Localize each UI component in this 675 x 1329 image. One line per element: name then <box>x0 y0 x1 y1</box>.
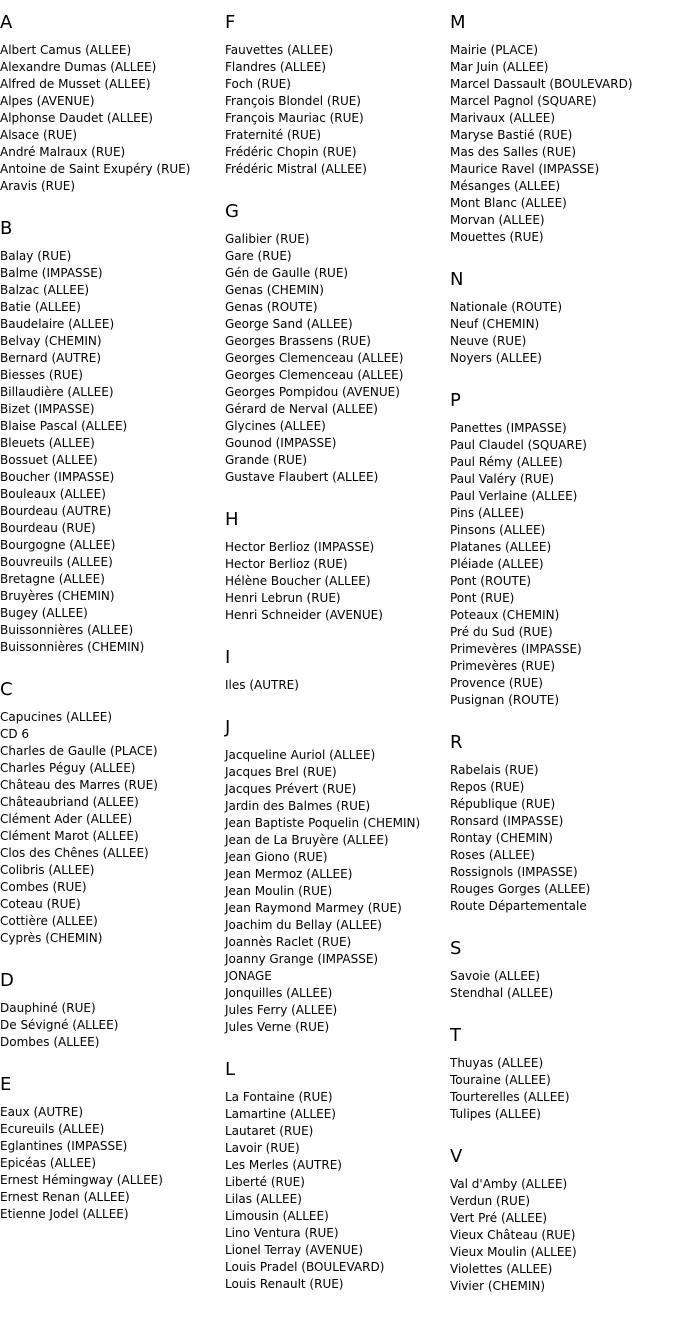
street-list <box>0 709 158 947</box>
street-list <box>225 747 420 1036</box>
street-item[interactable]: Bossuet (ALLEE) <box>0 453 98 467</box>
street-item[interactable]: Alfred de Musset (ALLEE) <box>0 77 151 91</box>
street-item[interactable]: Eglantines (IMPASSE) <box>0 1139 128 1153</box>
street-item[interactable]: Thuyas (ALLEE) <box>450 1056 544 1070</box>
street-item[interactable]: Bugey (ALLEE) <box>0 606 88 620</box>
street-item[interactable]: Fraternité (RUE) <box>225 128 322 142</box>
street-item[interactable]: Ronsard (IMPASSE) <box>450 814 564 828</box>
street-item[interactable]: Platanes (ALLEE) <box>450 540 552 554</box>
street-item[interactable]: Jean Moulin (RUE) <box>225 884 333 898</box>
street-item[interactable]: Gén de Gaulle (RUE) <box>225 266 349 280</box>
street-item[interactable]: Jean Baptiste Poquelin (CHEMIN) <box>225 816 421 830</box>
street-item[interactable]: Georges Clemenceau (ALLEE) <box>225 368 404 382</box>
street-item[interactable]: Mairie (PLACE) <box>450 43 539 57</box>
street-item[interactable]: Paul Valéry (RUE) <box>450 472 555 486</box>
letter-section <box>450 12 633 246</box>
street-item[interactable]: Limousin (ALLEE) <box>225 1209 329 1223</box>
street-item[interactable]: Poteaux (CHEMIN) <box>450 608 560 622</box>
street-item[interactable]: Eaux (AUTRE) <box>0 1105 84 1119</box>
street-item[interactable]: Bouvreuils (ALLEE) <box>0 555 113 569</box>
street-list <box>450 1176 577 1295</box>
street-item[interactable]: Val d'Amby (ALLEE) <box>450 1177 568 1191</box>
street-item[interactable]: Maurice Ravel (IMPASSE) <box>450 162 600 176</box>
street-item[interactable]: Bourgogne (ALLEE) <box>0 538 116 552</box>
letter-heading: L <box>225 1059 236 1080</box>
street-item[interactable]: Georges Pompidou (AVENUE) <box>225 385 400 399</box>
street-list <box>450 968 553 1002</box>
letter-heading: S <box>450 938 462 959</box>
street-item[interactable]: Galibier (RUE) <box>225 232 310 246</box>
street-item[interactable]: Jacques Brel (RUE) <box>225 765 337 779</box>
street-item[interactable]: Dauphiné (RUE) <box>0 1001 96 1015</box>
street-item[interactable]: Vert Pré (ALLEE) <box>450 1211 548 1225</box>
street-item[interactable]: Marcel Dassault (BOULEVARD) <box>450 77 633 91</box>
street-item[interactable]: Georges Brassens (RUE) <box>225 334 371 348</box>
street-item[interactable]: Violettes (ALLEE) <box>450 1262 553 1276</box>
street-item[interactable]: Paul Claudel (SQUARE) <box>450 438 587 452</box>
letter-section <box>225 509 383 624</box>
street-item[interactable]: Savoie (ALLEE) <box>450 969 541 983</box>
letter-heading: V <box>450 1146 463 1167</box>
street-item[interactable]: Belvay (CHEMIN) <box>0 334 102 348</box>
street-item[interactable]: Bretagne (ALLEE) <box>0 572 105 586</box>
street-item[interactable]: Jonquilles (ALLEE) <box>225 986 333 1000</box>
letter-section <box>450 269 562 367</box>
street-item[interactable]: Lilas (ALLEE) <box>225 1192 302 1206</box>
letter-heading: T <box>450 1025 461 1046</box>
street-list <box>450 420 587 709</box>
street-item[interactable]: Blaise Pascal (ALLEE) <box>0 419 128 433</box>
street-item[interactable]: Route Départementale <box>450 899 587 913</box>
street-list <box>225 231 403 486</box>
street-item[interactable]: Vieux Château (RUE) <box>450 1228 576 1242</box>
street-item[interactable]: Joachim du Bellay (ALLEE) <box>225 918 382 932</box>
street-item[interactable]: Joanny Grange (IMPASSE) <box>225 952 379 966</box>
street-list <box>225 1089 384 1293</box>
letter-section <box>225 717 420 1036</box>
street-item[interactable]: CD 6 <box>0 727 30 741</box>
street-item[interactable]: Mont Blanc (ALLEE) <box>450 196 567 210</box>
street-item[interactable]: Balzac (ALLEE) <box>0 283 90 297</box>
street-item[interactable]: François Mauriac (RUE) <box>225 111 364 125</box>
street-item[interactable]: Mouettes (RUE) <box>450 230 544 244</box>
street-item[interactable]: Vivier (CHEMIN) <box>450 1279 546 1293</box>
letter-heading: F <box>225 12 236 33</box>
street-item[interactable]: Aravis (RUE) <box>0 179 76 193</box>
street-item[interactable]: Ecureuils (ALLEE) <box>0 1122 105 1136</box>
street-item[interactable]: Henri Lebrun (RUE) <box>225 591 341 605</box>
street-item[interactable]: Tourterelles (ALLEE) <box>450 1090 570 1104</box>
street-item[interactable]: Henri Schneider (AVENUE) <box>225 608 383 622</box>
street-item[interactable]: Lamartine (ALLEE) <box>225 1107 336 1121</box>
letter-heading: G <box>225 201 239 222</box>
letter-section <box>225 201 403 486</box>
street-item[interactable]: Coteau (RUE) <box>0 897 81 911</box>
street-item[interactable]: Roses (ALLEE) <box>450 848 535 862</box>
street-item[interactable]: Hélène Boucher (ALLEE) <box>225 574 371 588</box>
street-item[interactable]: Liberté (RUE) <box>225 1175 305 1189</box>
street-item[interactable]: Gustave Flaubert (ALLEE) <box>225 470 379 484</box>
street-list <box>450 299 562 367</box>
street-item[interactable]: Buissonnières (ALLEE) <box>0 623 134 637</box>
street-item[interactable]: Alexandre Dumas (ALLEE) <box>0 60 157 74</box>
street-item[interactable]: Noyers (ALLEE) <box>450 351 542 365</box>
street-item[interactable]: Rontay (CHEMIN) <box>450 831 553 845</box>
street-item[interactable]: Mar Juin (ALLEE) <box>450 60 549 74</box>
street-list <box>0 1000 118 1051</box>
street-item[interactable]: Provence (RUE) <box>450 676 543 690</box>
street-item[interactable]: Albert Camus (ALLEE) <box>0 43 132 57</box>
street-item[interactable]: Jules Verne (RUE) <box>225 1020 330 1034</box>
street-item[interactable]: Gare (RUE) <box>225 249 292 263</box>
street-item[interactable]: Louis Pradel (BOULEVARD) <box>225 1260 385 1274</box>
street-item[interactable]: Jean Giono (RUE) <box>225 850 328 864</box>
street-item[interactable]: Bernard (AUTRE) <box>0 351 102 365</box>
street-item[interactable]: Frédéric Mistral (ALLEE) <box>225 162 367 176</box>
street-item[interactable]: Ernest Hémingway (ALLEE) <box>0 1173 163 1187</box>
street-item[interactable]: Les Merles (AUTRE) <box>225 1158 342 1172</box>
street-item[interactable]: Alpes (AVENUE) <box>0 94 95 108</box>
street-item[interactable]: Bourdeau (RUE) <box>0 521 96 535</box>
street-item[interactable]: Pont (RUE) <box>450 591 515 605</box>
street-item[interactable]: George Sand (ALLEE) <box>225 317 353 331</box>
letter-section <box>0 1074 163 1223</box>
street-item[interactable]: Pusignan (ROUTE) <box>450 693 560 707</box>
street-item[interactable]: Batie (ALLEE) <box>0 300 81 314</box>
street-item[interactable]: Glycines (ALLEE) <box>225 419 326 433</box>
street-item[interactable]: Jean de La Bruyère (ALLEE) <box>225 833 389 847</box>
letter-heading: C <box>0 679 13 700</box>
letter-section <box>225 647 299 694</box>
street-item[interactable]: Epicéas (ALLEE) <box>0 1156 97 1170</box>
street-item[interactable]: Rossignols (IMPASSE) <box>450 865 578 879</box>
street-item[interactable]: Primevères (IMPASSE) <box>450 642 582 656</box>
street-item[interactable]: Balme (IMPASSE) <box>0 266 103 280</box>
street-item[interactable]: Tulipes (ALLEE) <box>450 1107 541 1121</box>
letter-heading: R <box>450 732 463 753</box>
street-list <box>0 1104 163 1223</box>
street-item[interactable]: Lionel Terray (AVENUE) <box>225 1243 364 1257</box>
street-item[interactable]: Bruyères (CHEMIN) <box>0 589 115 603</box>
street-item[interactable]: JONAGE <box>225 969 272 983</box>
street-item[interactable]: Primevères (RUE) <box>450 659 556 673</box>
street-item[interactable]: Gérard de Nerval (ALLEE) <box>225 402 378 416</box>
letter-heading: J <box>225 717 231 738</box>
letter-heading: P <box>450 390 461 411</box>
letter-heading: N <box>450 269 464 290</box>
letter-section <box>0 679 158 947</box>
street-item[interactable]: Hector Berlioz (RUE) <box>225 557 348 571</box>
street-item[interactable]: Verdun (RUE) <box>450 1194 531 1208</box>
street-list <box>225 677 299 694</box>
street-item[interactable]: Cyprès (CHEMIN) <box>0 931 103 945</box>
street-item[interactable]: Fauvettes (ALLEE) <box>225 43 334 57</box>
street-item[interactable]: Bouleaux (ALLEE) <box>0 487 106 501</box>
street-item[interactable]: Pont (ROUTE) <box>450 574 532 588</box>
street-item[interactable]: Marivaux (ALLEE) <box>450 111 556 125</box>
street-item[interactable]: Repos (RUE) <box>450 780 525 794</box>
street-item[interactable]: Etienne Jodel (ALLEE) <box>0 1207 129 1221</box>
street-list <box>0 248 144 656</box>
street-item[interactable]: Genas (CHEMIN) <box>225 283 324 297</box>
street-item[interactable]: Charles de Gaulle (PLACE) <box>0 744 158 758</box>
street-item[interactable]: Joannès Raclet (RUE) <box>225 935 352 949</box>
letter-section <box>0 218 144 656</box>
street-item[interactable]: Georges Clemenceau (ALLEE) <box>225 351 404 365</box>
street-item[interactable]: Jules Ferry (ALLEE) <box>225 1003 338 1017</box>
street-item[interactable]: Paul Rémy (ALLEE) <box>450 455 563 469</box>
street-item[interactable]: Bleuets (ALLEE) <box>0 436 95 450</box>
street-item[interactable]: Rouges Gorges (ALLEE) <box>450 882 591 896</box>
letter-section <box>450 732 590 915</box>
street-item[interactable]: Genas (ROUTE) <box>225 300 318 314</box>
letter-section <box>450 1025 570 1123</box>
street-item[interactable]: Clos des Chênes (ALLEE) <box>0 846 149 860</box>
letter-heading: A <box>0 12 13 33</box>
street-item[interactable]: André Malraux (RUE) <box>0 145 126 159</box>
street-item[interactable]: Frédéric Chopin (RUE) <box>225 145 357 159</box>
street-item[interactable]: Marcel Pagnol (SQUARE) <box>450 94 597 108</box>
street-item[interactable]: Cottière (ALLEE) <box>0 914 98 928</box>
street-item[interactable]: Rabelais (RUE) <box>450 763 539 777</box>
street-item[interactable]: Jean Raymond Marmey (RUE) <box>225 901 402 915</box>
street-item[interactable]: Jacqueline Auriol (ALLEE) <box>225 748 376 762</box>
street-item[interactable]: Touraine (ALLEE) <box>450 1073 551 1087</box>
letter-section <box>225 1059 384 1293</box>
street-item[interactable]: Biesses (RUE) <box>0 368 83 382</box>
street-item[interactable]: Alsace (RUE) <box>0 128 78 142</box>
street-item[interactable]: Lautaret (RUE) <box>225 1124 314 1138</box>
street-item[interactable]: Clément Ader (ALLEE) <box>0 812 133 826</box>
street-item[interactable]: Paul Verlaine (ALLEE) <box>450 489 578 503</box>
letter-heading: H <box>225 509 239 530</box>
letter-heading: M <box>450 12 466 33</box>
street-item[interactable]: Château des Marres (RUE) <box>0 778 158 792</box>
street-item[interactable]: Balay (RUE) <box>0 249 72 263</box>
street-item[interactable]: Pléiade (ALLEE) <box>450 557 544 571</box>
street-item[interactable]: Flandres (ALLEE) <box>225 60 327 74</box>
street-item[interactable]: Pinsons (ALLEE) <box>450 523 546 537</box>
street-item[interactable]: Neuf (CHEMIN) <box>450 317 540 331</box>
street-item[interactable]: Jardin des Balmes (RUE) <box>225 799 371 813</box>
street-item[interactable]: Foch (RUE) <box>225 77 291 91</box>
street-item[interactable]: Baudelaire (ALLEE) <box>0 317 115 331</box>
street-list <box>225 42 367 178</box>
street-item[interactable]: Châteaubriand (ALLEE) <box>0 795 139 809</box>
letter-heading: D <box>0 970 14 991</box>
street-item[interactable]: Nationale (ROUTE) <box>450 300 563 314</box>
street-list <box>450 1055 570 1123</box>
letter-section <box>450 1146 577 1295</box>
street-item[interactable]: Lino Ventura (RUE) <box>225 1226 339 1240</box>
street-item[interactable]: Hector Berlioz (IMPASSE) <box>225 540 375 554</box>
street-item[interactable]: Panettes (IMPASSE) <box>450 421 567 435</box>
street-list <box>450 762 590 915</box>
street-item[interactable]: République (RUE) <box>450 797 556 811</box>
street-item[interactable]: Combes (RUE) <box>0 880 87 894</box>
street-item[interactable]: Maryse Bastié (RUE) <box>450 128 573 142</box>
letter-section <box>450 938 553 1002</box>
street-item[interactable]: La Fontaine (RUE) <box>225 1090 333 1104</box>
street-item[interactable]: Antoine de Saint Exupéry (RUE) <box>0 162 191 176</box>
street-item[interactable]: Jacques Prévert (RUE) <box>225 782 357 796</box>
street-item[interactable]: Gounod (IMPASSE) <box>225 436 337 450</box>
letter-heading: E <box>0 1074 12 1095</box>
street-item[interactable]: Bizet (IMPASSE) <box>0 402 95 416</box>
street-item[interactable]: Vieux Moulin (ALLEE) <box>450 1245 577 1259</box>
street-list <box>225 539 383 624</box>
street-item[interactable]: Ernest Renan (ALLEE) <box>0 1190 130 1204</box>
letter-section <box>0 12 190 195</box>
street-item[interactable]: Pins (ALLEE) <box>450 506 525 520</box>
street-item[interactable]: Mas des Salles (RUE) <box>450 145 576 159</box>
street-item[interactable]: Charles Péguy (ALLEE) <box>0 761 136 775</box>
letter-heading: I <box>225 647 231 668</box>
street-item[interactable]: Boucher (IMPASSE) <box>0 470 115 484</box>
street-item[interactable]: Buissonnières (CHEMIN) <box>0 640 145 654</box>
letter-section <box>225 12 367 178</box>
street-item[interactable]: Mésanges (ALLEE) <box>450 179 561 193</box>
letter-section <box>0 970 118 1051</box>
street-item[interactable]: Neuve (RUE) <box>450 334 527 348</box>
street-item[interactable]: Capucines (ALLEE) <box>0 710 113 724</box>
street-list <box>0 42 190 195</box>
street-item[interactable]: Lavoir (RUE) <box>225 1141 300 1155</box>
street-item[interactable]: Morvan (ALLEE) <box>450 213 545 227</box>
street-item[interactable]: Dombes (ALLEE) <box>0 1035 100 1049</box>
street-item[interactable]: Iles (AUTRE) <box>225 678 299 692</box>
street-item[interactable]: Alphonse Daudet (ALLEE) <box>0 111 153 125</box>
street-item[interactable]: Bourdeau (AUTRE) <box>0 504 112 518</box>
street-item[interactable]: Louis Renault (RUE) <box>225 1277 344 1291</box>
street-item[interactable]: Pré du Sud (RUE) <box>450 625 553 639</box>
street-item[interactable]: Stendhal (ALLEE) <box>450 986 554 1000</box>
street-item[interactable]: François Blondel (RUE) <box>225 94 361 108</box>
street-item[interactable]: Clément Marot (ALLEE) <box>0 829 139 843</box>
street-list <box>450 42 633 246</box>
letter-heading: B <box>0 218 13 239</box>
letter-section <box>450 390 587 709</box>
street-item[interactable]: Billaudière (ALLEE) <box>0 385 114 399</box>
street-item[interactable]: De Sévigné (ALLEE) <box>0 1018 119 1032</box>
street-item[interactable]: Grande (RUE) <box>225 453 308 467</box>
street-item[interactable]: Jean Mermoz (ALLEE) <box>225 867 353 881</box>
street-item[interactable]: Colibris (ALLEE) <box>0 863 95 877</box>
